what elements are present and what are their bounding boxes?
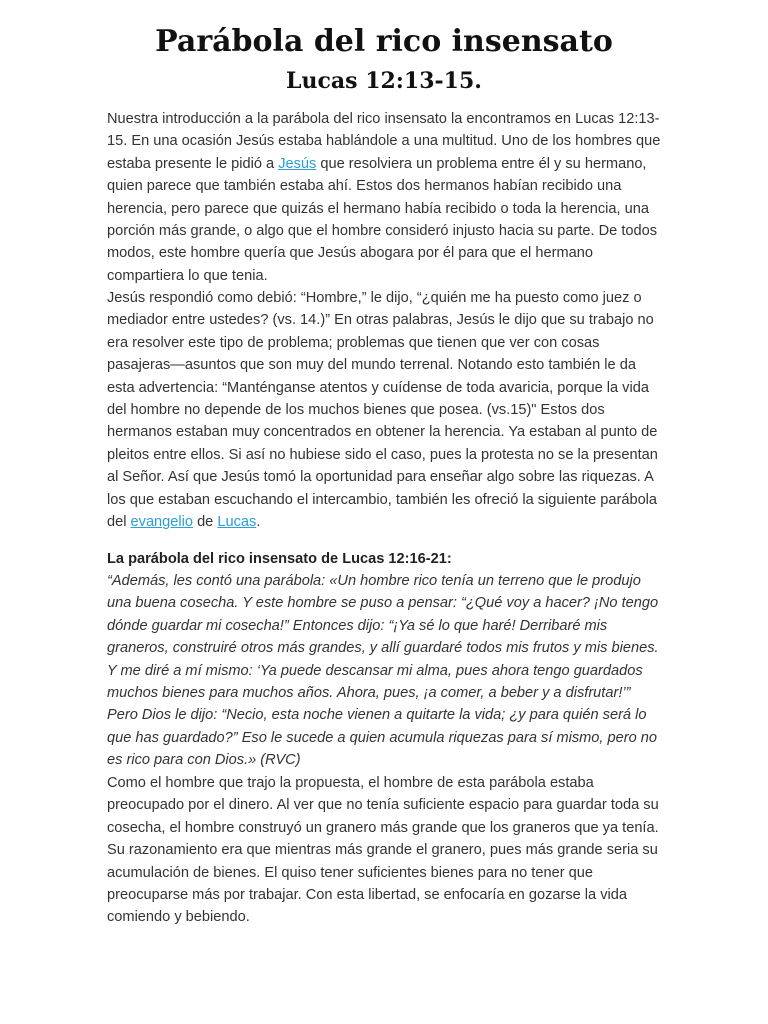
page-subtitle: Lucas 12:13-15. bbox=[286, 68, 482, 94]
response-text-b: de bbox=[193, 514, 218, 531]
response-text-a: Jesús respondió como debió: “Hombre,” le dijo, “¿quién me ha puesto como juez o mediador entre ustedes? (vs. 14.)” En otras palabras, Jesús le dijo que su trabajo no era resolver este tipo de problema; problemas que tienen que ver con cosas pasajeras—asuntos que son muy del mundo terrenal. Notando esto también le da esta advertencia: “Manténganse atentos y cuídense de toda avaricia, porque la vida del hombre no depende de los muchos bienes que posea. (vs.15)" Estos dos hermanos estaban muy concentrados en obtener la herencia. Ya estaban al punto de pleitos entre ellos. Si así no hubiese sido el caso, pues la protesta no se la presentan al Señor. Así que Jesús tomó la oportunidad para enseñar algo sobre las riquezas. A los que estaban escuchando el intercambio, también les ofreció la siguiente parábola del bbox=[107, 290, 658, 531]
link-evangelio[interactable]: evangelio bbox=[130, 514, 194, 531]
parable-quote: “Además, les contó una parábola: «Un hombre rico tenía un terreno que le produjo una buena cosecha. Y este hombre se puso a pensar: “¿Qué voy a hacer? ¡No tengo dónde guardar mi cosecha!” Entonces dijo: “¡Ya sé lo que haré! Derribaré mis graneros, construiré otros más grandes, y allí guardaré todos mis frutos y mis bienes. Y me diré a mí mismo: ‘Ya puede descansar mi alma, pues ahora tengo guardados muchos bienes para muchos años. Ahora, pues, ¡a comer, a beber y a disfrutar!’” Pero Dios le dijo: “Necio, esta noche vienen a quitarte la vida; ¿y para quién será lo que has guardado?” Eso le sucede a quien acumula riquezas para sí mismo, pero no es rico para con Dios.» (RVC) bbox=[107, 573, 659, 769]
page-title: Parábola del rico insensato bbox=[155, 24, 613, 59]
commentary-paragraph: Como el hombre que trajo la propuesta, el hombre de esta parábola estaba preocupado por el dinero. Al ver que no tenía suficiente espacio para guardar toda su cosecha, el hombre construyó un granero más grande que los graneros que ya tenía. Su razonamiento era que mientras más grande el granero, pues más grande seria su acumulación de bienes. El quiso tener suficientes bienes para no tener que preocuparse más por trabajar. Con esta libertad, se enfocaría en gozarse la vida comiendo y bebiendo. bbox=[107, 775, 659, 926]
section-heading: La parábola del rico insensato de Lucas 12:16-21: bbox=[107, 551, 452, 567]
link-jesus[interactable]: Jesús bbox=[278, 155, 317, 172]
intro-paragraph bbox=[107, 108, 663, 287]
intro-text-b: que resolviera un problema entre él y su hermano, quien parece que también estaba ahí. Estos dos hermanos habían recibido una herencia, pero parece que quizás el hermano había recibido o toda la herencia, una porción más grande, o algo que el hombre consideró injusto hacia su parte. De todos modos, este hombre quería que Jesús abogara por él para que el hermano compartiera lo que tenia. bbox=[107, 155, 658, 284]
response-text-c: . bbox=[256, 514, 261, 531]
link-lucas[interactable]: Lucas bbox=[217, 514, 257, 531]
intro-text-a: Nuestra introducción a la parábola del rico insensato la encontramos en Lucas 12:13-15. En una ocasión Jesús estaba hablándole a una multitud. Uno de los hombres que estaba presente le pidió a bbox=[107, 111, 661, 172]
response-paragraph bbox=[107, 287, 663, 533]
